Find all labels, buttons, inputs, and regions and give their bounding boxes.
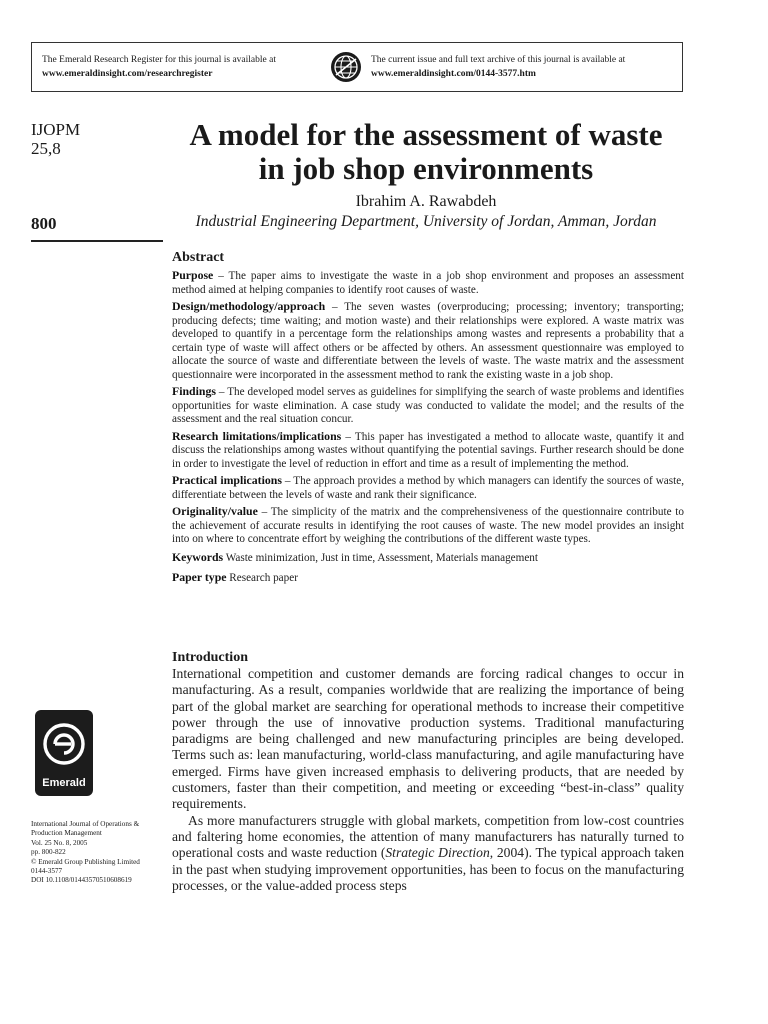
findings-label: Findings: [172, 384, 216, 398]
meta-line: DOI 10.1108/01443570510608619: [31, 876, 132, 885]
abstract-limitations: [172, 430, 684, 472]
abstract-keywords: [172, 551, 684, 566]
abstract-findings: [172, 385, 684, 427]
design-text: – The seven wastes (overproducing; processing; inventory; transporting; producing defects; time waiting; and motion waste) and their relationships were explored. A waste matrix was developed to quantify in a percentage form the relationships among wastes and represents a probability that a certain type of waste will affect others or be affected by others. An assessment questionnaire was employed to allocate the source of waste and differentiate between the levels of waste. The waste matrix and the assessment questionnaire were incorporated in the assessment method to rank the existing waste in a job shop.: [172, 301, 684, 381]
findings-text: – The developed model serves as guidelines for simplifying the search of waste problems and identifies opportunities for waste elimination. A case study was conducted to validate the model; and the results of the assessment and the real situation concur.: [172, 386, 684, 425]
meta-line: International Journal of Operations &: [31, 820, 140, 828]
abstract-design: [172, 300, 684, 382]
abstract-originality: [172, 505, 684, 547]
emerald-logo: [35, 710, 93, 796]
abstract-purpose: [172, 269, 684, 297]
author-affiliation: Industrial Engineering Department, University of Jordan, Amman, Jordan: [195, 213, 657, 230]
access-info-box: [31, 42, 683, 92]
full-text-archive-info: [371, 53, 625, 81]
journal-code-block: [31, 120, 80, 158]
para2-text-b: , 2004). The typical approach taken in the past when studying improvement opportunities, has been to focus on the manufacturing processes, or the value-added process steps: [172, 845, 684, 893]
journal-link[interactable]: www.emeraldinsight.com/0144-3577.htm: [371, 69, 536, 79]
meta-line: © Emerald Group Publishing Limited: [31, 857, 140, 866]
introduction-section: [172, 650, 684, 894]
abstract-practical: [172, 474, 684, 502]
limitations-text: – This paper has investigated a method to allocate waste, quantify it and discuss the relationships among wastes without quantifying the potential savings. Further research should be done in order to investigate the level of reduction in effort and time as a result of implementing the method.: [172, 430, 684, 470]
abstract-paper-type: [172, 571, 684, 586]
meta-line: Production Management: [31, 829, 102, 838]
purpose-label: Purpose: [172, 268, 214, 282]
article-title: A model for the assessment of waste in job shop environments: [189, 117, 663, 186]
abstract-section: [172, 250, 684, 589]
research-register-link[interactable]: www.emeraldinsight.com/researchregister: [42, 69, 213, 79]
margin-rule: [31, 240, 163, 242]
keywords-text: Waste minimization, Just in time, Assessment, Materials management: [223, 551, 539, 564]
keywords-label: Keywords: [172, 549, 224, 564]
originality-label: Originality/value: [172, 504, 258, 518]
citation-source: Strategic Direction: [385, 845, 490, 861]
author-name: Ibrahim A. Rawabdeh: [355, 193, 497, 210]
para2-text-a: As more manufacturers struggle with global markets, competition from low-cost countries and faltering home economies, the attention of many manufacturers has naturally turned to operational costs and waste reduction (: [172, 812, 684, 861]
purpose-text: – The paper aims to investigate the waste in a job shop environment and proposes an assessment method aimed at helping companies to identify root causes of waste.: [172, 270, 684, 296]
abstract-heading: Abstract: [172, 250, 225, 265]
introduction-paragraph-1: International competition and customer demands are forcing radical changes to occur in manufacturing. As a result, companies worldwide that are realizing the importance of being part of the global market are searching for operational methods to increase their competitive power through the use of innovative production systems. Traditional manufacturing paradigms are being challenged and new manufacturing principles are being developed. Terms such as: lean manufacturing, world-class manufacturing, and agile manufacturing have emerged. Firms have given increased emphasis to delivering products, that are needed by customers, faster than their competition, and meeting or exceeding “best-in-class” quality requirements.: [172, 666, 684, 812]
emerald-swirl-icon: [35, 714, 93, 774]
volume-issue: 25,8: [31, 139, 61, 158]
practical-text: – The approach provides a method by which managers can identify the sources of waste, differentiate between the levels of waste and rank their significance.: [172, 475, 684, 501]
meta-line: Vol. 25 No. 8, 2005: [31, 838, 88, 847]
meta-line: 0144-3577: [31, 867, 63, 876]
limitations-label: Research limitations/implications: [172, 428, 342, 443]
full-text-archive-text: The current issue and full text archive of this journal is available at: [371, 55, 626, 65]
research-register-info: [42, 53, 276, 81]
meta-line: pp. 800-822: [31, 848, 66, 857]
logo-wordmark: Emerald: [42, 777, 86, 789]
page-number: 800: [31, 214, 57, 233]
research-register-text: The Emerald Research Register for this journal is available at: [42, 55, 276, 65]
paper-type-label: Paper type: [172, 570, 227, 584]
introduction-paragraph-2: [172, 813, 684, 894]
introduction-heading: Introduction: [172, 650, 248, 665]
paper-type-text: Research paper: [226, 572, 298, 584]
practical-label: Practical implications: [172, 473, 282, 487]
globe-icon: [330, 51, 362, 83]
originality-text: – The simplicity of the matrix and the comprehensiveness of the questionnaire contribute to the achievement of accurate results in identifying the root causes of waste. The new model provides an insight into on where to concentrate effort by weighing the contributions of the different waste types.: [172, 506, 684, 545]
design-label: Design/methodology/approach: [172, 299, 326, 313]
publication-meta: [31, 820, 171, 886]
journal-code: IJOPM: [31, 120, 81, 139]
